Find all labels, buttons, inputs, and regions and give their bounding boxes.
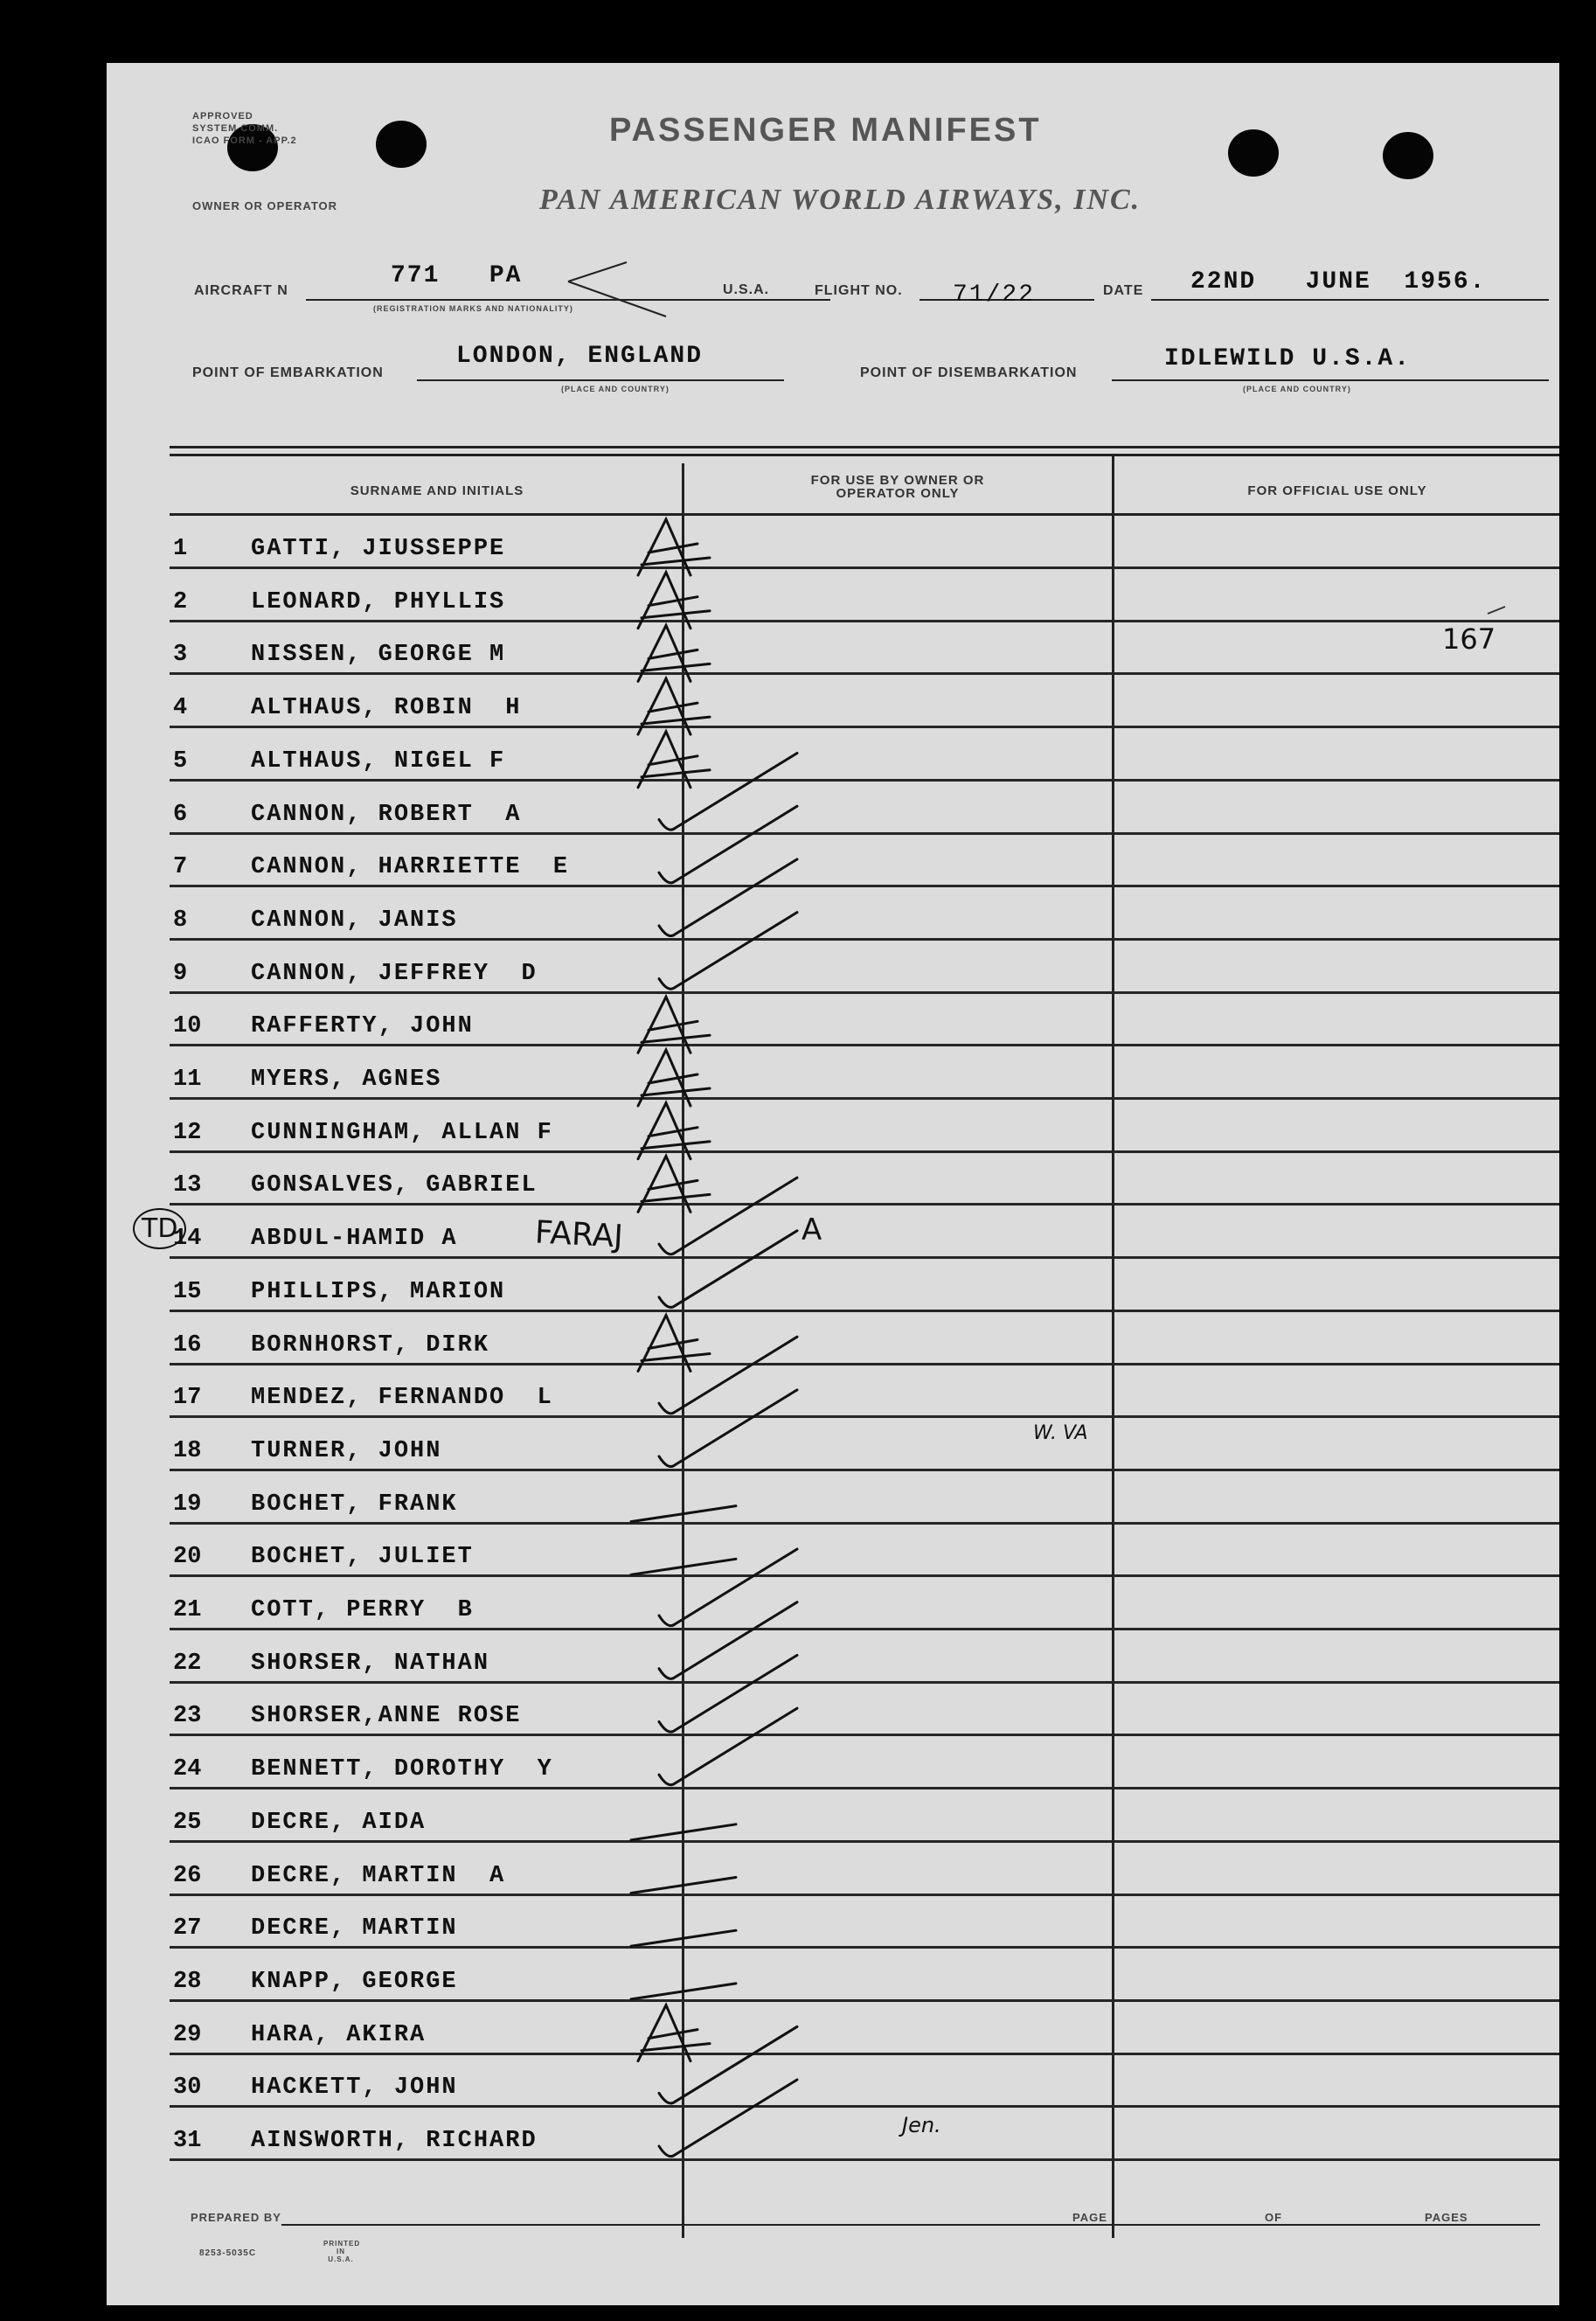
tally-mark: [631, 1878, 736, 1894]
tally-stroke: [638, 732, 710, 788]
tally-mark: [659, 1231, 797, 1308]
passenger-name: GATTI, JIUSSEPPE: [251, 536, 506, 562]
tally-mark: [631, 1984, 736, 1999]
passenger-number: 17: [173, 1385, 202, 1412]
tally-stroke: [638, 1316, 710, 1372]
tally-stroke: [659, 913, 797, 990]
passenger-name: DECRE, AIDA: [251, 1809, 427, 1836]
printed-label: PRINTED IN U.S.A.: [323, 2240, 361, 2263]
passenger-name: ALTHAUS, ROBIN H: [251, 695, 522, 722]
date-label: DATE: [1103, 283, 1144, 298]
column-header-official: FOR OFFICIAL USE ONLY: [1247, 483, 1427, 498]
tally-stroke: [638, 1050, 710, 1106]
passenger-name: ABDUL-HAMID A: [251, 1226, 458, 1253]
prepared-by-label: PREPARED BY: [191, 2211, 281, 2224]
embarkation-label: POINT OF EMBARKATION: [192, 365, 384, 380]
passenger-number: 5: [173, 747, 188, 775]
passenger-number: 23: [173, 1703, 202, 1730]
passenger-name: LEONARD, PHYLLIS: [251, 588, 506, 615]
embarkation-value: LONDON, ENGLAND: [456, 343, 704, 370]
passenger-name: DECRE, MARTIN A: [251, 1862, 506, 1889]
approval-line: SYSTEM COMM.: [192, 123, 279, 134]
passenger-name: AINSWORTH, RICHARD: [251, 2128, 538, 2154]
passenger-number: 7: [173, 854, 188, 881]
of-label: OF: [1265, 2211, 1283, 2224]
passenger-name: RAFFERTY, JOHN: [251, 1013, 474, 1040]
company-name: PAN AMERICAN WORLD AIRWAYS, INC.: [539, 184, 1141, 216]
flight-value: 71/22: [953, 281, 1036, 309]
row14-owner-note: A: [801, 1213, 822, 1247]
owner-operator-label: OWNER OR OPERATOR: [192, 199, 338, 212]
passenger-name: SHORSER, NATHAN: [251, 1650, 490, 1677]
tally-mark: [638, 1156, 710, 1212]
passenger-number: 8: [173, 907, 188, 934]
passenger-number: 22: [173, 1650, 202, 1677]
tally-stroke: [631, 1506, 736, 1522]
passenger-number: 21: [173, 1597, 202, 1623]
disembarkation-value: IDLEWILD U.S.A.: [1164, 345, 1412, 372]
pen-stroke: [1488, 607, 1505, 614]
tally-mark: [631, 1559, 736, 1574]
manifest-sheet: [107, 63, 1559, 2305]
usa-label: U.S.A.: [723, 282, 770, 297]
tally-mark: [631, 1930, 736, 1946]
tally-stroke: [659, 2080, 797, 2157]
passenger-name: TURNER, JOHN: [251, 1437, 442, 1464]
passenger-number: 27: [173, 1915, 202, 1942]
passenger-number: 1: [173, 536, 188, 562]
tally-stroke: [638, 519, 710, 575]
tally-mark: [638, 732, 710, 788]
passenger-number: 4: [173, 695, 188, 722]
passenger-name: BENNETT, DOROTHY Y: [251, 1756, 553, 1783]
passenger-name: BORNHORST, DIRK: [251, 1331, 490, 1359]
passenger-name: CUNNINGHAM, ALLAN F: [251, 1119, 553, 1146]
tally-stroke: [659, 1231, 797, 1308]
tally-stroke: [638, 997, 710, 1053]
passenger-name: DECRE, MARTIN: [251, 1915, 458, 1942]
tally-stroke: [631, 1930, 736, 1946]
pages-label: PAGES: [1425, 2211, 1468, 2224]
tally-stroke: [638, 2005, 710, 2061]
passenger-name: MENDEZ, FERNANDO L: [251, 1385, 553, 1412]
passenger-number: 18: [173, 1437, 202, 1464]
disembarkation-label: POINT OF DISEMBARKATION: [860, 365, 1078, 380]
faraj-note: FARAJ: [533, 1214, 624, 1255]
form-title: PASSENGER MANIFEST: [609, 112, 1042, 149]
passenger-name: CANNON, HARRIETTE E: [251, 854, 570, 881]
passenger-name: NISSEN, GEORGE M: [251, 642, 506, 669]
tally-mark: [659, 2080, 797, 2157]
tally-mark: [659, 1390, 797, 1467]
passenger-number: 19: [173, 1491, 202, 1518]
passenger-number: 31: [173, 2128, 202, 2154]
passenger-name: PHILLIPS, MARION: [251, 1278, 506, 1305]
passenger-name: GONSALVES, GABRIEL: [251, 1172, 538, 1199]
passenger-number: 14: [173, 1226, 202, 1253]
passenger-name: MYERS, AGNES: [251, 1067, 442, 1093]
tally-mark: [638, 2005, 710, 2061]
passenger-number: 6: [173, 801, 188, 828]
passenger-number: 30: [173, 2074, 202, 2102]
tally-mark: [638, 625, 710, 681]
disembarkation-caption: (PLACE AND COUNTRY): [1243, 385, 1351, 393]
tally-stroke: [638, 625, 710, 681]
approval-line: ICAO FORM - APP.2: [192, 136, 297, 146]
tally-stroke: [638, 573, 710, 629]
embarkation-caption: (PLACE AND COUNTRY): [561, 385, 670, 393]
row18-owner-note: W. VA: [1033, 1422, 1088, 1444]
tally-stroke: [638, 678, 710, 734]
passenger-number: 16: [173, 1331, 202, 1359]
tally-stroke: [659, 1390, 797, 1467]
registration-caption: (REGISTRATION MARKS AND NATIONALITY): [373, 304, 573, 313]
passenger-number: 11: [173, 1067, 202, 1093]
tally-stroke: [638, 1156, 710, 1212]
passenger-name: COTT, PERRY B: [251, 1597, 474, 1623]
tally-mark: [638, 1316, 710, 1372]
passenger-name: CANNON, JANIS: [251, 907, 458, 934]
tally-stroke: [659, 1708, 797, 1785]
tally-mark: [638, 997, 710, 1053]
passenger-number: 9: [173, 960, 188, 987]
passenger-name: BOCHET, JULIET: [251, 1544, 474, 1571]
tally-mark: [659, 1708, 797, 1785]
tally-stroke: [631, 1984, 736, 1999]
aircraft-label: AIRCRAFT N: [194, 283, 288, 298]
aircraft-value: 771 PA: [391, 262, 523, 289]
passenger-name: ALTHAUS, NIGEL F: [251, 747, 506, 775]
passenger-number: 10: [173, 1013, 202, 1040]
td-note: TD: [133, 1208, 186, 1249]
passenger-number: 25: [173, 1809, 202, 1836]
passenger-number: 24: [173, 1756, 202, 1783]
flight-label: FLIGHT NO.: [815, 283, 903, 298]
passenger-number: 26: [173, 1862, 202, 1889]
tally-mark: [638, 678, 710, 734]
passenger-name: SHORSER,ANNE ROSE: [251, 1703, 522, 1730]
form-number: 8253-5035C: [199, 2248, 257, 2258]
passenger-number: 2: [173, 588, 188, 615]
page-label: PAGE: [1072, 2211, 1107, 2224]
tally-mark: [638, 519, 710, 575]
row31-owner-note: Jen.: [902, 2113, 941, 2137]
passenger-name: HACKETT, JOHN: [251, 2074, 458, 2102]
tally-mark: [638, 1103, 710, 1159]
tally-stroke: [631, 1559, 736, 1574]
passenger-number: 12: [173, 1119, 202, 1146]
passenger-name: KNAPP, GEORGE: [251, 1968, 458, 1995]
passenger-number: 3: [173, 642, 188, 669]
tally-stroke: [631, 1878, 736, 1894]
passenger-number: 28: [173, 1968, 202, 1995]
column-header-owner: FOR USE BY OWNER OR OPERATOR ONLY: [810, 473, 985, 501]
passenger-name: BOCHET, FRANK: [251, 1491, 458, 1518]
tally-mark: [638, 573, 710, 629]
date-value: 22ND JUNE 1956.: [1190, 268, 1487, 295]
passenger-number: 20: [173, 1544, 202, 1571]
tally-stroke: [631, 1824, 736, 1840]
passenger-name: HARA, AKIRA: [251, 2021, 427, 2048]
passenger-name: CANNON, ROBERT A: [251, 801, 522, 828]
tally-stroke: [638, 1103, 710, 1159]
tally-mark: [659, 913, 797, 990]
approval-line: APPROVED: [192, 111, 253, 122]
passenger-name: CANNON, JEFFREY D: [251, 960, 538, 987]
passenger-number: 29: [173, 2021, 202, 2048]
tally-mark: [631, 1506, 736, 1522]
tally-mark: [631, 1824, 736, 1840]
column-header-surname: SURNAME AND INITIALS: [350, 483, 524, 498]
tally-mark: [638, 1050, 710, 1106]
pen-stroke: [568, 262, 666, 316]
official-note-167: 167: [1442, 622, 1496, 656]
passenger-number: 15: [173, 1278, 202, 1305]
passenger-number: 13: [173, 1172, 202, 1199]
prepared-by-line: [281, 2224, 1540, 2226]
handwritten-marks: [107, 63, 1559, 2305]
